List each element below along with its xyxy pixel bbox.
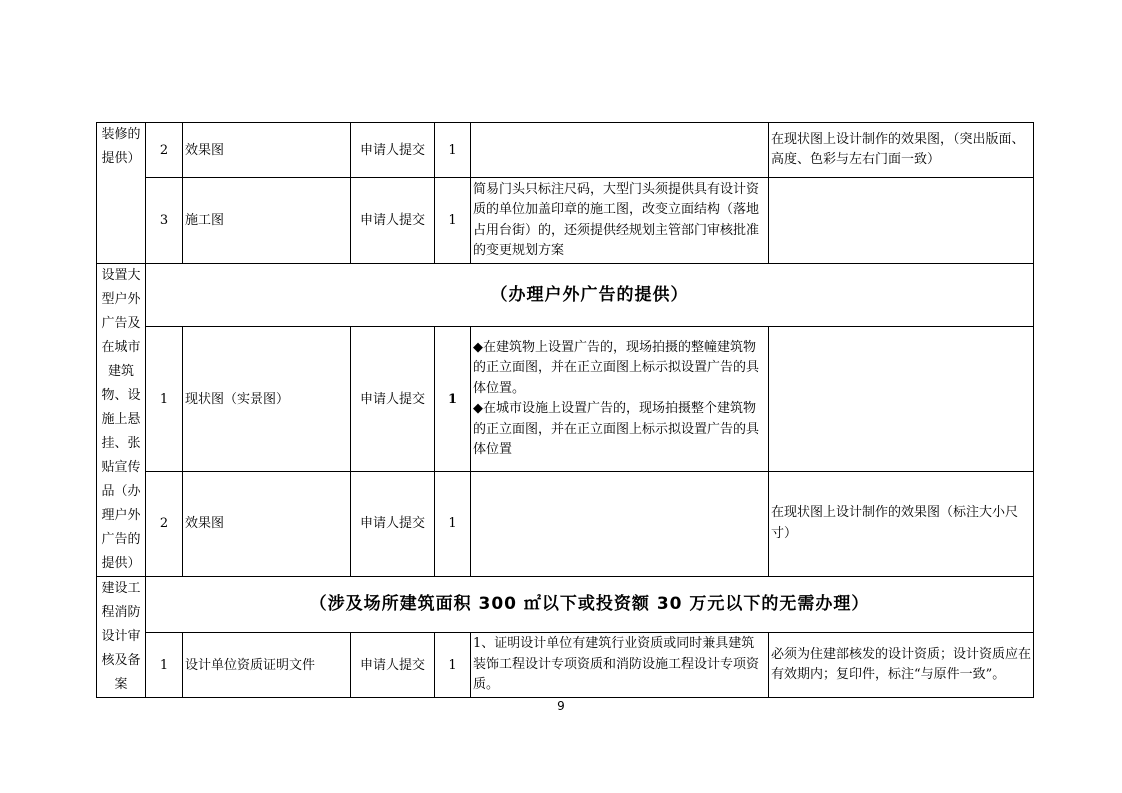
requirement bbox=[471, 327, 769, 472]
requirement-item: ◆在城市设施上设置广告的，现场拍摄整个建筑物的正立面图，并在正立面图上标示拟设置广告的具体位置 bbox=[473, 401, 760, 458]
submitter: 申请人提交 bbox=[351, 327, 435, 472]
item-number: 2 bbox=[146, 123, 183, 178]
table-row bbox=[97, 327, 1034, 472]
submitter: 申请人提交 bbox=[351, 633, 435, 698]
requirement bbox=[471, 471, 769, 576]
item-number: 2 bbox=[146, 471, 183, 576]
material-name: 效果图 bbox=[183, 123, 351, 178]
item-number: 3 bbox=[146, 178, 183, 264]
copy-count: 1 bbox=[435, 123, 471, 178]
copy-count: 1 bbox=[435, 327, 471, 472]
remark: 在现状图上设计制作的效果图（标注大小尺寸） bbox=[769, 471, 1034, 576]
page-number: 9 bbox=[557, 699, 565, 713]
copy-count: 1 bbox=[435, 633, 471, 698]
material-name: 施工图 bbox=[183, 178, 351, 264]
submitter: 申请人提交 bbox=[351, 123, 435, 178]
submitter: 申请人提交 bbox=[351, 471, 435, 576]
requirement: 简易门头只标注尺码，大型门头须提供具有设计资质的单位加盖印章的施工图，改变立面结构（落地占用台街）的，还须提供经规划主管部门审核批准的变更规划方案 bbox=[471, 178, 769, 264]
remark bbox=[769, 178, 1034, 264]
category-cell: 设置大型户外广告及在城市建筑物、设施上悬挂、张贴宣传品（办理户外广告的提供） bbox=[97, 264, 146, 577]
remark: 在现状图上设计制作的效果图，（突出版面、高度、色彩与左右门面一致） bbox=[769, 123, 1034, 178]
requirement bbox=[471, 123, 769, 178]
item-number: 1 bbox=[146, 633, 183, 698]
item-number: 1 bbox=[146, 327, 183, 472]
section-title: （办理户外广告的提供） bbox=[146, 264, 1034, 327]
table-row bbox=[97, 471, 1034, 576]
copy-count: 1 bbox=[435, 178, 471, 264]
table-row bbox=[97, 633, 1034, 698]
table-row bbox=[97, 123, 1034, 178]
requirement: 1、证明设计单位有建筑行业资质或同时兼具建筑装饰工程设计专项资质和消防设施工程设计专项资质。 bbox=[471, 633, 769, 698]
table-row bbox=[97, 178, 1034, 264]
copy-count: 1 bbox=[435, 471, 471, 576]
remark: 必须为住建部核发的设计资质；设计资质应在有效期内；复印件，标注“与原件一致”。 bbox=[769, 633, 1034, 698]
material-name: 现状图（实景图） bbox=[183, 327, 351, 472]
category-cell: 装修的提供） bbox=[97, 123, 146, 264]
section-row bbox=[97, 264, 1034, 327]
requirements-table bbox=[96, 122, 1034, 698]
submitter: 申请人提交 bbox=[351, 178, 435, 264]
category-cell: 建设工程消防设计审核及备案 bbox=[97, 577, 146, 698]
remark bbox=[769, 327, 1034, 472]
requirement-item: ◆在建筑物上设置广告的，现场拍摄的整幢建筑物的正立面图，并在正立面图上标示拟设置广告的具体位置。 bbox=[473, 339, 760, 396]
section-row bbox=[97, 577, 1034, 633]
material-name: 效果图 bbox=[183, 471, 351, 576]
section-title: （涉及场所建筑面积 300 ㎡以下或投资额 30 万元以下的无需办理） bbox=[146, 577, 1034, 633]
material-name: 设计单位资质证明文件 bbox=[183, 633, 351, 698]
